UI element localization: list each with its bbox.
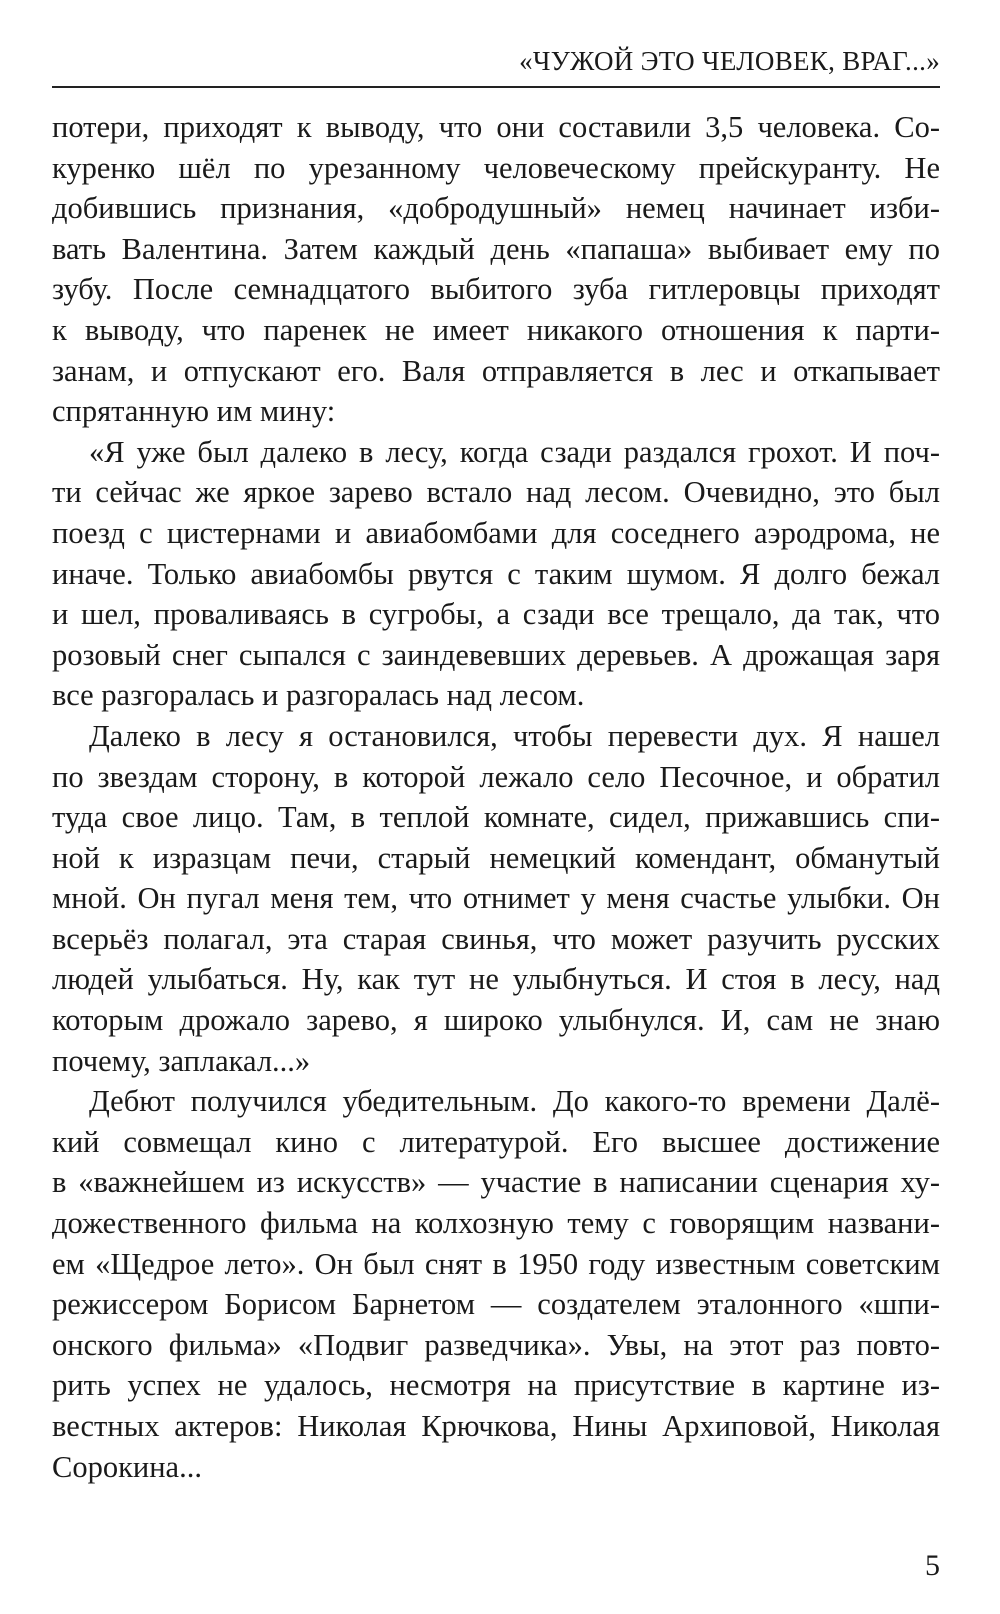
text-line: ем «Щедрое лето». Он был снят в 1950 году известным советским [52, 1246, 940, 1281]
header-rule [52, 86, 940, 88]
text-line: дожественного фильма на колхозную тему с говорящим названи- [52, 1206, 940, 1241]
text-line: иначе. Только авиабомбы рвутся с таким шумом. Я долго бежал [52, 556, 940, 591]
text-line: онского фильма» «Подвиг разведчика». Увы, на этот раз повто- [52, 1327, 940, 1362]
running-head: «ЧУЖОЙ ЭТО ЧЕЛОВЕК, ВРАГ...» [519, 46, 940, 76]
paragraph [52, 1081, 940, 1487]
text-line: поезд с цистернами и авиабомбами для соседнего аэродрома, не [52, 515, 940, 550]
text-line: Сорокина... [52, 1449, 202, 1484]
text-line: ной к изразцам печи, старый немецкий комендант, обманутый [52, 840, 940, 875]
text-line: зубу. После семнадцатого выбитого зуба гитлеровцы приходят [52, 272, 940, 307]
text-line: рить успех не удалось, несмотря на присутствие в картине из- [52, 1368, 940, 1403]
text-line: почему, заплакал...» [52, 1043, 311, 1078]
text-line: Далеко в лесу я остановился, чтобы перевести дух. Я нашел [89, 718, 940, 753]
page-number: 5 [925, 1549, 940, 1582]
paragraph [52, 107, 940, 432]
text-line: туда свое лицо. Там, в теплой комнате, сидел, прижавшись спи- [52, 800, 940, 835]
text-line: вать Валентина. Затем каждый день «папаша» выбивает ему по [52, 231, 940, 266]
text-line: которым дрожало зарево, я широко улыбнулся. И, сам не знаю [52, 1003, 940, 1038]
text-line: потери, приходят к выводу, что они составили 3,5 человека. Со- [52, 110, 940, 144]
text-line: спрятанную им мину: [52, 394, 336, 429]
text-line: ти сейчас же яркое зарево встало над лесом. Очевидно, это был [52, 475, 940, 510]
text-line: всерьёз полагал, эта старая свинья, что может разучить русских [52, 921, 940, 956]
text-line: по звездам сторону, в которой лежало село Песочное, и обратил [52, 759, 940, 794]
paragraph [52, 432, 940, 716]
text-line: мной. Он пугал меня тем, что отнимет у меня счастье улыбки. Он [52, 881, 940, 916]
text-line: все разгоралась и разгоралась над лесом. [52, 678, 585, 713]
body-text [52, 107, 940, 1487]
text-line: вестных актеров: Николая Крючкова, Нины Архиповой, Николая [52, 1409, 940, 1443]
text-line: режиссером Борисом Барнетом — создателем эталонного «шпи- [52, 1287, 940, 1322]
text-line: куренко шёл по урезанному человеческому прейскуранту. Не [52, 150, 940, 185]
text-line: розовый снег сыпался с заиндевевших деревьев. А дрожащая заря [52, 637, 940, 672]
text-line: и шел, проваливаясь в сугробы, а сзади все трещало, да так, что [52, 597, 940, 632]
paragraph [52, 716, 940, 1081]
text-line: кий совмещал кино с литературой. Его высшее достижение [52, 1124, 940, 1159]
text-line: к выводу, что паренек не имеет никакого отношения к парти- [52, 312, 940, 347]
text-line: добившись признания, «добродушный» немец начинает изби- [52, 191, 940, 226]
text-line: занам, и отпускают его. Валя отправляется в лес и откапывает [52, 353, 940, 388]
text-line: «Я уже был далеко в лесу, когда сзади раздался грохот. И поч- [89, 434, 940, 469]
text-line: в «важнейшем из искусств» — участие в написании сценария ху- [52, 1165, 940, 1200]
text-line: Дебют получился убедительным. До какого-то времени Далё- [89, 1084, 940, 1119]
text-line: людей улыбаться. Ну, как тут не улыбнуться. И стоя в лесу, над [52, 962, 940, 997]
